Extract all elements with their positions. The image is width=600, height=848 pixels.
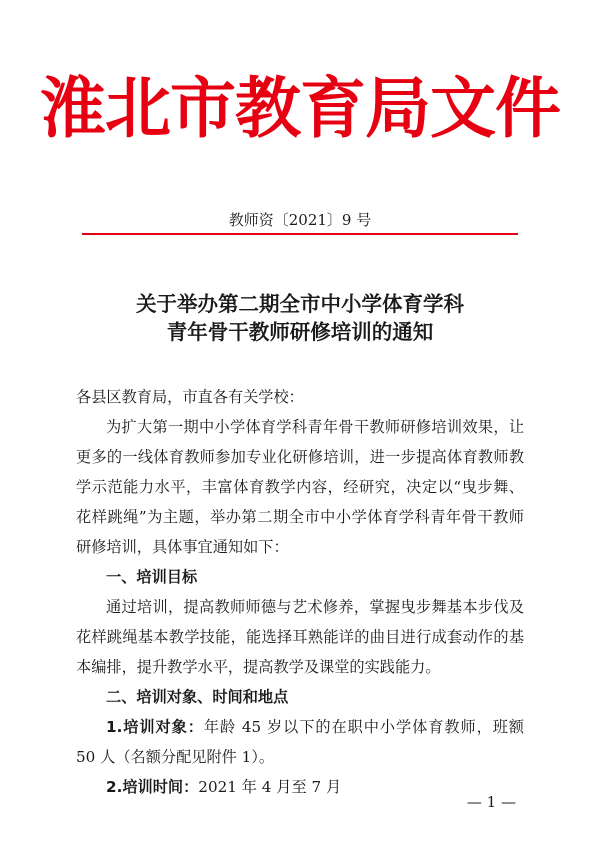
item-1-paragraph [76,712,524,772]
item-1-label: 1.培训对象： [106,718,204,736]
item-2-label: 2.培训时间： [106,778,199,796]
section-1-paragraph: 通过培训，提高教师师德与艺术修养，掌握曳步舞基本步伐及花样跳绳基本教学技能，能选择耳熟能详的曲目进行成套动作的基本编排，提升教学水平，提高教学及课堂的实践能力。 [76,598,524,676]
notice-body [76,382,524,802]
red-divider-line [82,233,518,235]
intro-paragraph: 为扩大第一期中小学体育学科青年骨干教师研修培训效果，让更多的一线体育教师参加专业化研修培训，进一步提高体育教师教学示范能力水平，丰富体育教学内容，经研究，决定以“曳步舞、花样跳绳”为主题，举办第二期全市中小学体育学科青年骨干教师研修培训，具体事宜通知如下： [76,418,524,556]
notice-title [0,290,600,346]
page-number: — 1 — [466,793,516,811]
notice-title-line-2: 青年骨干教师研修培训的通知 [166,320,434,344]
notice-title-line-1: 关于举办第二期全市中小学体育学科 [136,292,464,316]
item-2-text: 2021 年 4 月至 7 月 [198,778,342,796]
document-header-title: 淮北市教育局文件 [40,69,560,147]
section-1-heading: 一、培训目标 [106,568,198,586]
section-2-heading: 二、培训对象、时间和地点 [106,688,289,706]
item-1-text: 年龄 45 岁以下的在职中小学体育教师，班额 50 人（名额分配见附件 1）。 [76,718,524,766]
document-number: 教师资〔2021〕9 号 [228,211,372,229]
salutation: 各县区教育局，市直各有关学校： [76,388,304,406]
